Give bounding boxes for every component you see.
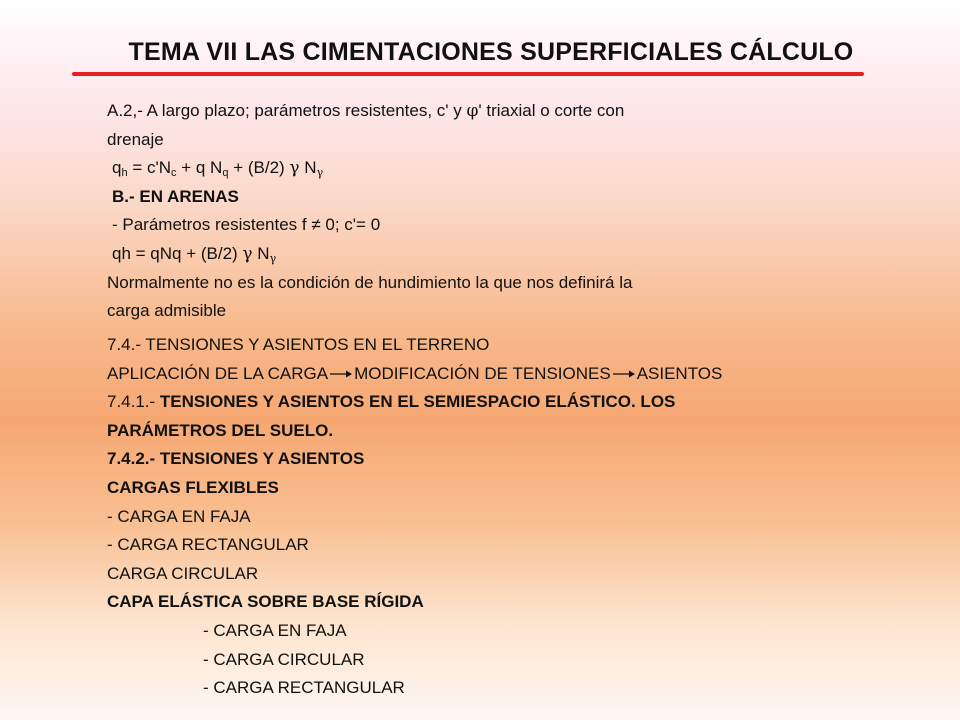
normal-line-2: carga admisible: [107, 301, 227, 321]
section-7-4-2: 7.4.2.- TENSIONES Y ASIENTOS: [107, 449, 365, 469]
eq2-text: qh = qNq + (B/2): [112, 243, 243, 263]
title-underline: [72, 72, 864, 76]
eq2-n: N: [252, 243, 270, 263]
a2-line: [107, 97, 847, 126]
eq-part-2: + q N: [176, 158, 223, 178]
eq-h-sub: h: [121, 167, 128, 180]
slide-title: TEMA VII LAS CIMENTACIONES SUPERFICIALES CÁLCULO: [128, 38, 854, 66]
aplic-text-2: MODIFICACIÓN DE TENSIONES: [354, 363, 611, 383]
section-7-4-1: [107, 388, 847, 417]
sub-carga-rectangular: - CARGA RECTANGULAR: [203, 678, 405, 698]
aplicacion-line: [107, 360, 847, 389]
normal-line-1: Normalmente no es la condición de hundimiento la que nos definirá la: [107, 272, 633, 292]
arenas-heading: B.- EN ARENAS: [112, 186, 239, 206]
arrow-right-icon: [329, 368, 353, 380]
eq-q-sub: q: [222, 167, 229, 180]
capa-elastica: CAPA ELÁSTICA SOBRE BASE RÍGIDA: [107, 592, 424, 612]
sub-carga-en-faja: - CARGA EN FAJA: [203, 620, 347, 640]
section-7-4-1-line-2: PARÁMETROS DEL SUELO.: [107, 420, 334, 440]
section-7-4-1-text: TENSIONES Y ASIENTOS EN EL SEMIESPACIO ELÁSTICO. LOS: [159, 392, 676, 412]
eq-q: q: [112, 158, 122, 178]
params-line: - Parámetros resistentes f ≠ 0; c'= 0: [112, 215, 381, 235]
carga-en-faja: - CARGA EN FAJA: [107, 506, 251, 526]
eq-n: N: [299, 158, 317, 178]
a2-text-2: ' triaxial o corte con: [478, 101, 625, 120]
cargas-flexibles: CARGAS FLEXIBLES: [107, 477, 279, 497]
section-7-4: 7.4.- TENSIONES Y ASIENTOS EN EL TERRENO: [107, 335, 490, 354]
gamma-symbol-2: γ: [242, 243, 253, 264]
equation-qh: [107, 154, 847, 183]
eq-part-1: = c'N: [127, 158, 171, 178]
content-block-1: [107, 97, 847, 326]
sub-carga-circular: - CARGA CIRCULAR: [203, 649, 365, 669]
eq-gamma-sub: γ: [316, 166, 324, 180]
arrow-right-icon: [612, 368, 636, 380]
gamma-symbol: γ: [289, 158, 300, 179]
a2-line-2: drenaje: [107, 129, 164, 149]
eq-c-sub: c: [171, 167, 177, 180]
content-block-2: [107, 331, 847, 703]
aplic-text-3: ASIENTOS: [636, 363, 723, 383]
eq2-gamma-sub: γ: [269, 251, 277, 265]
aplic-text-1: APLICACIÓN DE LA CARGA: [107, 363, 329, 383]
equation-qh-arenas: [107, 240, 847, 269]
eq-part-3: + (B/2): [228, 158, 290, 178]
carga-circular: CARGA CIRCULAR: [107, 563, 259, 583]
section-7-4-1-number: 7.4.1.-: [107, 392, 160, 412]
a2-text-1: A.2,- A largo plazo; parámetros resistentes, c' y: [107, 101, 467, 120]
phi-symbol: φ: [466, 101, 479, 121]
carga-rectangular: - CARGA RECTANGULAR: [107, 535, 309, 555]
